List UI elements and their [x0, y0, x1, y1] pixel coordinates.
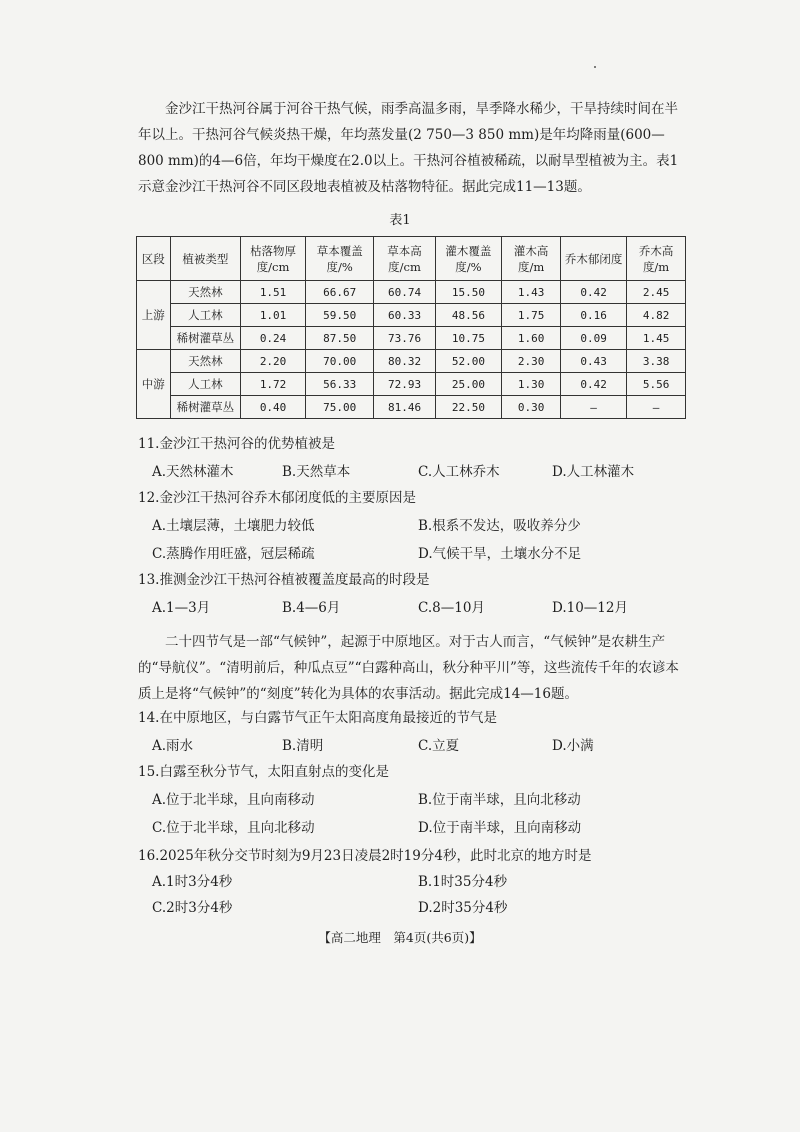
- table-cell: 72.93: [374, 373, 435, 396]
- table-cell: 0.42: [561, 281, 627, 304]
- q11-option-b: B.天然草本: [282, 464, 351, 480]
- q15-option-b: B.位于南半球，且向北移动: [418, 792, 581, 808]
- table-cell: 15.50: [435, 281, 502, 304]
- q15-option-c: C.位于北半球，且向北移动: [152, 820, 315, 836]
- table-cell: 5.56: [627, 373, 686, 396]
- q12-option-b: B.根系不发达，吸收养分少: [418, 518, 581, 534]
- table-cell: 81.46: [374, 396, 435, 419]
- table-cell: 0.24: [241, 327, 306, 350]
- table-cell: 0.40: [241, 396, 306, 419]
- table-cell: 稀树灌草丛: [170, 396, 241, 419]
- header-cell: 草本覆盖度/%: [305, 237, 374, 281]
- q16-option-d: D.2时35分4秒: [418, 900, 508, 916]
- question-16-stem: 16.2025年秋分交节时刻为9月23日凌晨2时19分4秒，此时北京的地方时是: [138, 848, 592, 864]
- q14-option-c: C.立夏: [418, 738, 460, 754]
- table-cell: 1.75: [502, 304, 561, 327]
- header-cell: 草本高度/cm: [374, 237, 435, 281]
- table-cell: 25.00: [435, 373, 502, 396]
- q11-option-c: C.人工林乔木: [418, 464, 500, 480]
- header-cell: 灌木覆盖度/%: [435, 237, 502, 281]
- q16-option-a: A.1时3分4秒: [152, 874, 233, 890]
- table-cell: 10.75: [435, 327, 502, 350]
- table-cell: 75.00: [305, 396, 374, 419]
- q11-option-d: D.人工林灌木: [552, 464, 635, 480]
- table-cell: 70.00: [305, 350, 374, 373]
- table-cell: 2.20: [241, 350, 306, 373]
- q15-option-a: A.位于北半球，且向南移动: [152, 792, 315, 808]
- table-cell: 87.50: [305, 327, 374, 350]
- table-cell: 1.01: [241, 304, 306, 327]
- q14-option-a: A.雨水: [152, 738, 194, 754]
- section-cell: 上游: [137, 281, 171, 350]
- table-cell: 1.51: [241, 281, 306, 304]
- table-cell: 人工林: [170, 373, 241, 396]
- q13-option-b: B.4—6月: [282, 600, 341, 616]
- table-row: [137, 350, 686, 373]
- table-cell: 1.45: [627, 327, 686, 350]
- page-footer: 【高二地理 第4页(共6页)】: [318, 930, 482, 945]
- q13-option-d: D.10—12月: [552, 600, 628, 616]
- intro-passage-14-16: 二十四节气是一部“气候钟”，起源于中原地区。对于古人而言，“气候钟”是农耕生产的“导航仪”。“清明前后，种瓜点豆”“白露种高山，秋分种平川”等，这些流传千年的农谚本质上是将“气候钟”的“刻度”转化为具体的农事活动。据此完成14—16题。: [138, 634, 679, 702]
- section-cell: 中游: [137, 350, 171, 419]
- table-cell: 60.33: [374, 304, 435, 327]
- table-cell: 59.50: [305, 304, 374, 327]
- q12-option-d: D.气候干旱，土壤水分不足: [418, 546, 582, 562]
- table-cell: 0.42: [561, 373, 627, 396]
- question-14-stem: 14.在中原地区，与白露节气正午太阳高度角最接近的节气是: [138, 710, 497, 726]
- question-11-stem: 11.金沙江干热河谷的优势植被是: [138, 436, 335, 452]
- table-row: [137, 327, 686, 350]
- table-cell: 0.16: [561, 304, 627, 327]
- q12-option-c: C.蒸腾作用旺盛，冠层稀疏: [152, 546, 315, 562]
- q16-option-b: B.1时35分4秒: [418, 874, 508, 890]
- table-cell: 1.60: [502, 327, 561, 350]
- table-cell: 73.76: [374, 327, 435, 350]
- q12-option-a: A.土壤层薄，土壤肥力较低: [152, 518, 315, 534]
- q11-option-a: A.天然林灌木: [152, 464, 234, 480]
- question-12-stem: 12.金沙江干热河谷乔木郁闭度低的主要原因是: [138, 490, 416, 506]
- table-cell: 天然林: [170, 350, 241, 373]
- q16-option-c: C.2时3分4秒: [152, 900, 233, 916]
- table-cell: 2.30: [502, 350, 561, 373]
- table-cell: 稀树灌草丛: [170, 327, 241, 350]
- vegetation-table: [136, 236, 686, 419]
- table-header-row: [137, 237, 686, 281]
- header-cell: 乔木郁闭度: [561, 237, 627, 281]
- table-cell: 0.09: [561, 327, 627, 350]
- table-cell: 4.82: [627, 304, 686, 327]
- header-cell: 植被类型: [170, 237, 241, 281]
- table-caption: 表1: [389, 213, 411, 228]
- table-row: [137, 396, 686, 419]
- table-cell: 天然林: [170, 281, 241, 304]
- table-cell: 0.30: [502, 396, 561, 419]
- table-cell: 66.67: [305, 281, 374, 304]
- table-cell: —: [561, 396, 627, 419]
- table-cell: 人工林: [170, 304, 241, 327]
- header-cell: 枯落物厚度/cm: [241, 237, 306, 281]
- header-cell: 灌木高度/m: [502, 237, 561, 281]
- q15-option-d: D.位于南半球，且向南移动: [418, 820, 582, 836]
- table-row: [137, 373, 686, 396]
- scan-speck: [594, 66, 596, 68]
- q14-option-d: D.小满: [552, 738, 594, 754]
- table-cell: 48.56: [435, 304, 502, 327]
- table-cell: 60.74: [374, 281, 435, 304]
- question-13-stem: 13.推测金沙江干热河谷植被覆盖度最高的时段是: [138, 572, 430, 588]
- intro-passage-11-13: 金沙江干热河谷属于河谷干热气候，雨季高温多雨，旱季降水稀少，干旱持续时间在半年以上。干热河谷气候炎热干燥，年均蒸发量(2 750—3 850 mm)是年均降雨量(600—800 mm)的4—6倍，年均干燥度在2.0以上。干热河谷植被稀疏，以耐旱型植被为主。表1示意金沙江干热河谷不同区段地表植被及枯落物特征。据此完成11—13题。: [138, 101, 679, 195]
- table-cell: —: [627, 396, 686, 419]
- table-cell: 80.32: [374, 350, 435, 373]
- header-cell: 区段: [137, 237, 171, 281]
- table-cell: 52.00: [435, 350, 502, 373]
- table-cell: 2.45: [627, 281, 686, 304]
- table-cell: 3.38: [627, 350, 686, 373]
- table-cell: 0.43: [561, 350, 627, 373]
- q13-option-a: A.1—3月: [152, 600, 211, 616]
- question-15-stem: 15.白露至秋分节气，太阳直射点的变化是: [138, 764, 389, 780]
- table-cell: 1.30: [502, 373, 561, 396]
- table-cell: 1.72: [241, 373, 306, 396]
- q13-option-c: C.8—10月: [418, 600, 485, 616]
- q14-option-b: B.清明: [282, 738, 324, 754]
- table-cell: 1.43: [502, 281, 561, 304]
- table-cell: 56.33: [305, 373, 374, 396]
- table-cell: 22.50: [435, 396, 502, 419]
- table-row: [137, 281, 686, 304]
- header-cell: 乔木高度/m: [627, 237, 686, 281]
- table-row: [137, 304, 686, 327]
